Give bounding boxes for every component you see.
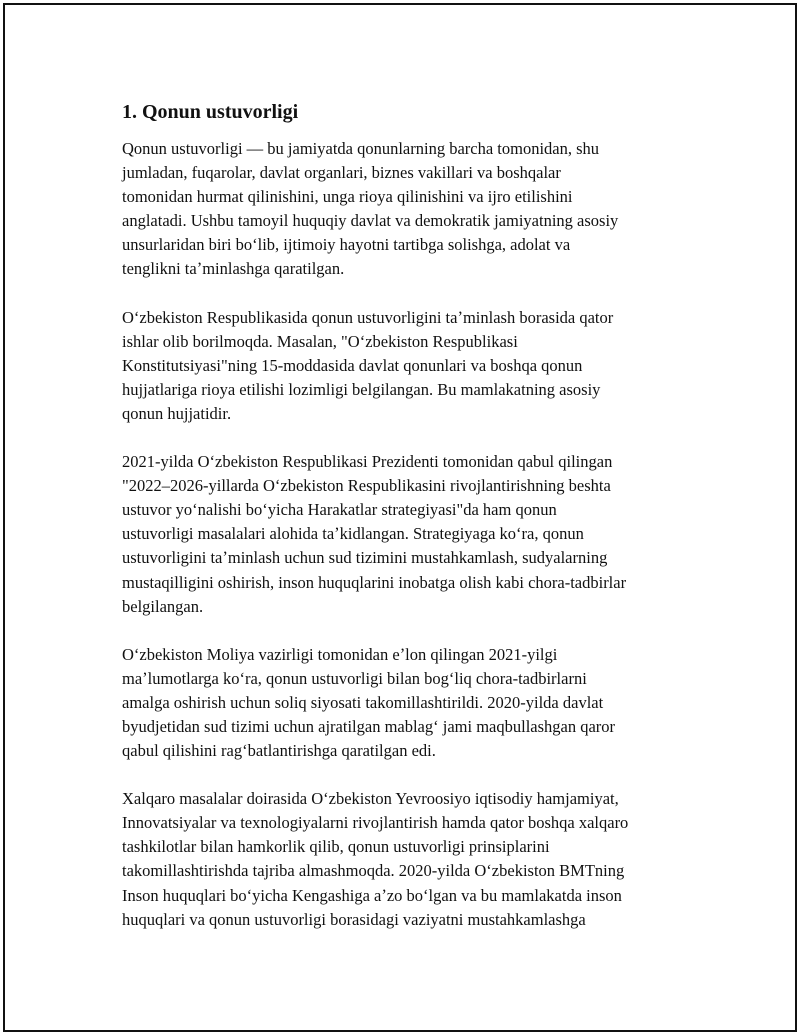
paragraph-2 — [122, 306, 692, 426]
document-body — [122, 99, 692, 956]
paragraph-line: "2022–2026-yillarda Oʻzbekiston Respublikasini rivojlantirishning beshta — [122, 476, 611, 496]
paragraph-line: takomillashtirishda tajriba almashmoqda. 2020-yilda Oʻzbekiston BMTning — [122, 861, 625, 881]
paragraph-line: Inson huquqlari boʻyicha Kengashiga aʼzo boʻlgan va bu mamlakatda inson — [122, 885, 622, 905]
paragraph-line: belgilangan. — [122, 596, 204, 616]
paragraph-5 — [122, 787, 692, 932]
paragraph-line: Qonun ustuvorligi — bu jamiyatda qonunlarning barcha tomonidan, shu — [122, 139, 600, 158]
paragraph-line: Konstitutsiyasi"ning 15-moddasida davlat qonunlari va boshqa qonun — [122, 355, 583, 375]
paragraph-line: amalga oshirish uchun soliq siyosati takomillashtirildi. 2020-yilda davlat — [122, 692, 604, 712]
page-frame — [3, 3, 797, 1032]
paragraph-line: tenglikni taʼminlashga qaratilgan. — [122, 259, 345, 279]
paragraph-4 — [122, 643, 692, 763]
paragraph-1 — [122, 137, 692, 282]
paragraph-line: qabul qilishini ragʻbatlantirishga qaratilgan edi. — [122, 741, 436, 761]
paragraph-line: Xalqaro masalalar doirasida Oʻzbekiston Yevroosiyo iqtisodiy hamjamiyat, — [122, 789, 619, 809]
paragraph-line: ustuvorligini taʼminlash uchun sud tizimini mustahkamlash, sudyalarning — [122, 548, 608, 568]
paragraph-line: tashkilotlar bilan hamkorlik qilib, qonun ustuvorligi prinsiplarini — [122, 837, 550, 857]
paragraph-3 — [122, 450, 692, 619]
paragraph-line: tomonidan hurmat qilinishini, unga rioya qilinishini va ijro etilishini — [122, 187, 573, 207]
paragraph-line: ustuvor yoʻnalishi boʻyicha Harakatlar strategiyasi"da ham qonun — [122, 500, 557, 520]
paragraph-line: byudjetidan sud tizimi uchun ajratilgan mablagʻ jami maqbullashgan qaror — [122, 716, 616, 736]
paragraph-line: maʼlumotlarga koʻra, qonun ustuvorligi bilan bogʻliq chora-tadbirlarni — [122, 668, 587, 688]
paragraph-line: unsurlaridan biri boʻlib, ijtimoiy hayotni tartibga solishga, adolat va — [122, 235, 571, 255]
paragraph-line: qonun hujjatidir. — [122, 403, 232, 423]
paragraph-line: mustaqilligini oshirish, inson huquqlarini inobatga olish kabi chora-tadbirlar — [122, 572, 627, 592]
paragraph-line: 2021-yilda Oʻzbekiston Respublikasi Prezidenti tomonidan qabul qilingan — [122, 452, 613, 472]
paragraph-line: anglatadi. Ushbu tamoyil huquqiy davlat va demokratik jamiyatning asosiy — [122, 211, 619, 231]
paragraph-line: Oʻzbekiston Moliya vazirligi tomonidan eʼlon qilingan 2021-yilgi — [122, 644, 558, 664]
paragraph-line: ustuvorligi masalalari alohida taʼkidlangan. Strategiyaga koʻra, qonun — [122, 524, 584, 544]
paragraph-line: Innovatsiyalar va texnologiyalarni rivojlantirish hamda qator boshqa xalqaro — [122, 813, 629, 833]
paragraph-line: Oʻzbekiston Respublikasida qonun ustuvorligini taʼminlash borasida qator — [122, 307, 614, 327]
section-heading: 1. Qonun ustuvorligi — [122, 101, 299, 123]
paragraph-line: hujjatlariga rioya etilishi lozimligi belgilangan. Bu mamlakatning asosiy — [122, 379, 601, 399]
paragraph-line: huquqlari va qonun ustuvorligi borasidagi vaziyatni mustahkamlashga — [122, 909, 586, 929]
paragraph-line: ishlar olib borilmoqda. Masalan, "Oʻzbekiston Respublikasi — [122, 331, 518, 351]
paragraph-line: jumladan, fuqarolar, davlat organlari, biznes vakillari va boshqalar — [122, 163, 561, 183]
